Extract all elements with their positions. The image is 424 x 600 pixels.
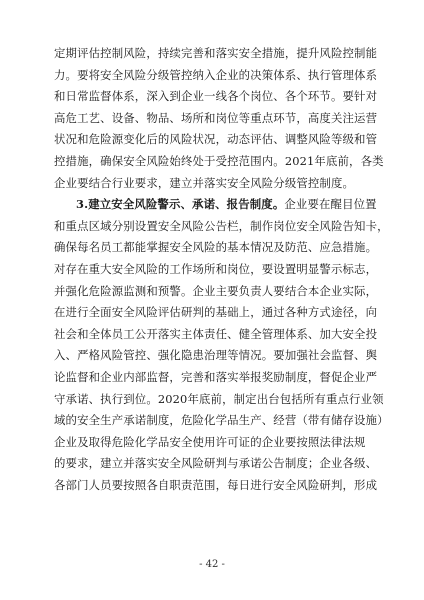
text-line: 社会和全体员工公开落实主体责任、健全管理体系、加大安全投 [54, 326, 378, 341]
text-line: 控措施，确保安全风险始终处于受控范围内。2021年底前，各类 [54, 153, 384, 168]
text-line: 力。要将安全风险分级管控纳入企业的决策体系、执行管理体系 [54, 67, 378, 82]
section-heading: 3.建立安全风险警示、承诺、报告制度。 [76, 197, 285, 212]
text-line: 域的安全生产承诺制度，危险化学品生产、经营（带有储存设施） [54, 413, 389, 428]
text-line: 企业及取得危险化学品安全使用许可证的企业要按照法律法规 [54, 434, 366, 449]
text-line: 和重点区域分别设置安全风险公告栏，制作岗位安全风险告知卡， [54, 218, 389, 233]
text-line: 论监督和企业内部监督，完善和落实举报奖励制度，督促企业严 [54, 369, 378, 384]
text-line: 高危工艺、设备、物品、场所和岗位等重点环节，高度关注运营 [54, 110, 378, 125]
text-line: 定期评估控制风险，持续完善和落实安全措施，提升风险控制能 [54, 46, 378, 60]
text-line: 和日常监督体系，深入到企业一线各个岗位、各个环节。要针对 [54, 89, 378, 104]
text-line: 入、严格风险管控、强化隐患治理等情况。要加强社会监督、舆 [54, 348, 378, 363]
text-line: 的要求，建立并落实安全风险研判与承诺公告制度；企业各级、 [54, 456, 378, 471]
text-line: 状况和危险源变化后的风险状况，动态评估、调整风险等级和管 [54, 132, 378, 147]
text-line: 确保每名员工都能掌握安全风险的基本情况及防范、应急措施。 [54, 240, 378, 255]
text-line: 并强化危险源监测和预警。企业主要负责人要结合本企业实际， [54, 283, 378, 298]
heading-line [54, 194, 377, 216]
text-line: 对存在重大安全风险的工作场所和岗位，要设置明显警示标志， [54, 261, 378, 276]
text-line: 在进行全面安全风险评估研判的基础上，通过各种方式途径，向 [54, 305, 378, 320]
paragraph-1 [54, 43, 384, 194]
document-body [54, 43, 389, 496]
heading-rest-text: 企业要在醒目位置 [284, 197, 377, 212]
text-line: 各部门人员要按照各自职责范围，每日进行安全风险研判，形成 [54, 477, 378, 492]
text-line: 守承诺、执行到位。2020年底前，制定出台包括所有重点行业领 [54, 391, 384, 406]
paragraph-2 [54, 194, 389, 496]
text-line: 企业要结合行业要求，建立并落实安全风险分级管控制度。 [54, 175, 355, 190]
page-number: - 42 - [199, 559, 225, 570]
